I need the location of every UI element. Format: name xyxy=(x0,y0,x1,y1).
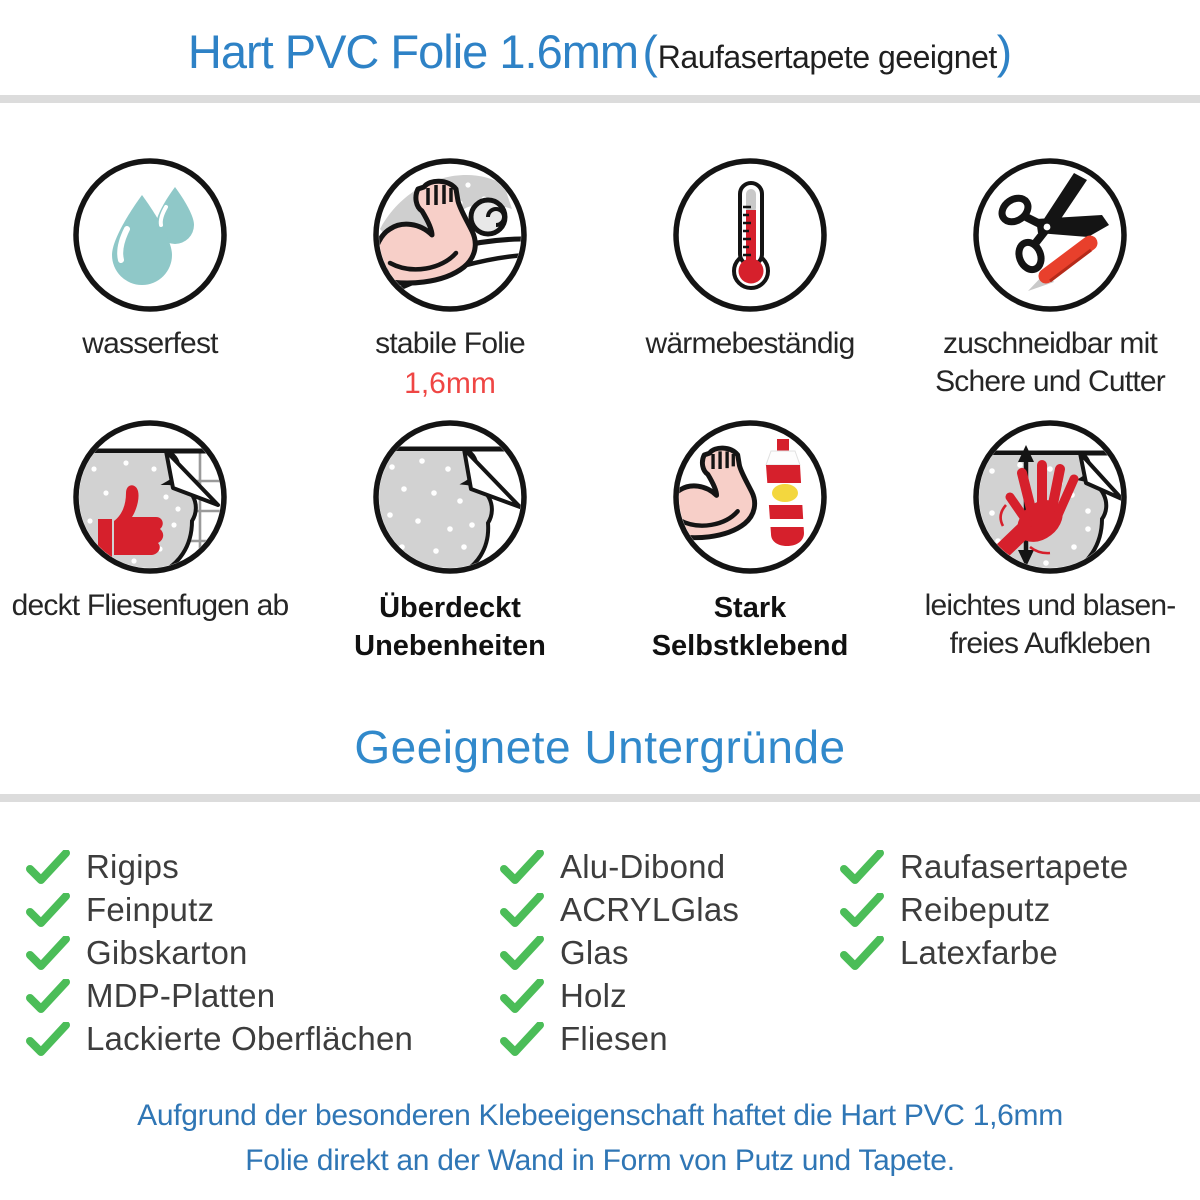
list-item xyxy=(840,889,1200,932)
page-subtitle: Raufasertapete geeignet xyxy=(657,39,997,75)
list-item xyxy=(26,932,500,975)
feature-covers-unevenness xyxy=(300,417,600,666)
check-icon xyxy=(26,850,70,884)
check-icon xyxy=(26,936,70,970)
thermometer-icon xyxy=(670,155,830,315)
check-icon xyxy=(840,936,884,970)
feature-label: leichtes und blasen- freies Aufkleben xyxy=(924,589,1176,661)
page-title: Hart PVC Folie 1.6mm xyxy=(187,25,639,78)
list-item-label: Glas xyxy=(560,934,629,972)
list-item-label: ACRYLGlas xyxy=(560,891,740,929)
scissors-cutter-icon xyxy=(970,155,1130,315)
list-item xyxy=(26,889,500,932)
list-item-label: Holz xyxy=(560,977,627,1015)
covers-unevenness-icon xyxy=(370,417,530,577)
list-item xyxy=(500,846,840,889)
check-icon xyxy=(500,936,544,970)
title-paren-open: ( xyxy=(642,26,658,78)
feature-label: deckt Fliesenfugen ab xyxy=(11,589,289,622)
list-item xyxy=(500,975,840,1018)
feature-bubble-free-apply xyxy=(900,417,1200,666)
divider-middle xyxy=(0,794,1200,802)
feature-label: stabile Folie xyxy=(375,327,525,360)
check-icon xyxy=(840,850,884,884)
muscle-glue-tube-icon xyxy=(670,417,830,577)
feature-self-adhesive xyxy=(600,417,900,666)
feature-label: Überdeckt Unebenheiten xyxy=(354,592,546,663)
check-icon xyxy=(26,893,70,927)
check-icon xyxy=(500,850,544,884)
list-item xyxy=(26,846,500,889)
list-item xyxy=(840,846,1200,889)
check-icon xyxy=(26,979,70,1013)
footer-line-1: Aufgrund der besonderen Klebeeigenschaft haftet die Hart PVC 1,6mm xyxy=(137,1098,1063,1132)
muscle-arm-foil-icon xyxy=(370,155,530,315)
list-item-label: Fliesen xyxy=(560,1020,668,1058)
list-item xyxy=(840,932,1200,975)
footer-line-2: Folie direkt an der Wand in Form von Putz und Tapete. xyxy=(245,1143,955,1177)
check-icon xyxy=(500,1022,544,1056)
hand-smooth-apply-icon xyxy=(970,417,1130,577)
title-paren-close: ) xyxy=(996,26,1013,78)
checklist-column-2 xyxy=(500,846,840,1061)
list-item xyxy=(500,1018,840,1061)
checklist-column-3 xyxy=(840,846,1200,1061)
section-heading-substrates: Geeignete Untergründe xyxy=(354,720,846,773)
check-icon xyxy=(840,893,884,927)
feature-label: zuschneidbar mit Schere und Cutter xyxy=(935,327,1165,399)
checklist-column-1 xyxy=(26,846,500,1061)
tile-joints-thumb-icon xyxy=(70,417,230,577)
feature-waterproof xyxy=(0,155,300,417)
feature-heat-resistant xyxy=(600,155,900,417)
check-icon xyxy=(26,1022,70,1056)
water-drops-icon xyxy=(70,155,230,315)
feature-label: Stark Selbstklebend xyxy=(651,592,849,663)
feature-label: wasserfest xyxy=(82,327,218,360)
list-item-label: Alu-Dibond xyxy=(560,848,726,886)
list-item-label: Rigips xyxy=(86,848,179,886)
list-item xyxy=(26,1018,500,1061)
check-icon xyxy=(500,893,544,927)
list-item xyxy=(500,889,840,932)
list-item-label: MDP-Platten xyxy=(86,977,276,1015)
list-item-label: Latexfarbe xyxy=(900,934,1058,972)
list-item-label: Lackierte Oberflächen xyxy=(86,1020,414,1058)
list-item xyxy=(500,932,840,975)
feature-grid xyxy=(0,155,1200,666)
substrate-checklist xyxy=(0,846,1200,1061)
feature-covers-tile-joints xyxy=(0,417,300,666)
footer-note xyxy=(0,1093,1200,1183)
list-item xyxy=(26,975,500,1018)
check-icon xyxy=(500,979,544,1013)
feature-cuttable xyxy=(900,155,1200,417)
list-item-label: Raufasertapete xyxy=(900,848,1129,886)
thickness-value: 1,6mm xyxy=(404,367,496,401)
feature-stable-foil xyxy=(300,155,600,417)
list-item-label: Reibeputz xyxy=(900,891,1051,929)
list-item-label: Gibskarton xyxy=(86,934,248,972)
list-item-label: Feinputz xyxy=(86,891,215,929)
feature-label: wärmebeständig xyxy=(645,327,855,360)
divider-top xyxy=(0,95,1200,103)
page-header xyxy=(0,0,1200,79)
